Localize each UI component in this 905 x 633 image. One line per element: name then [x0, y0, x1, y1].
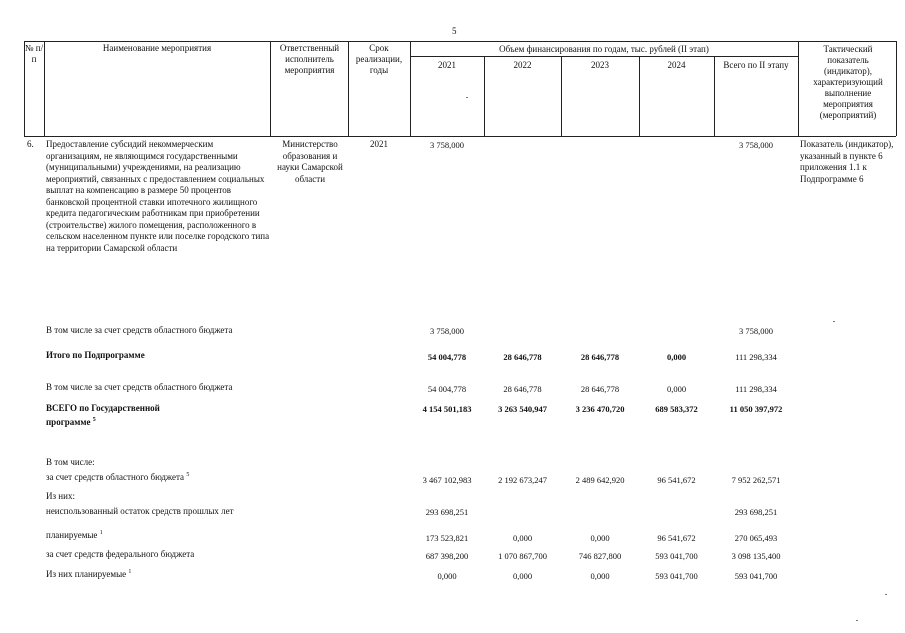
- value-2023: 0,000: [590, 571, 610, 581]
- value-2023: 2 489 642,920: [575, 475, 625, 485]
- value-2021: 687 398,200: [425, 551, 469, 561]
- value-2023: 3 236 470,720: [575, 404, 625, 414]
- value-2022: 1 070 867,700: [498, 551, 547, 561]
- row6-no: 6.: [27, 139, 34, 149]
- summary-label: планируемые $^1$: [46, 530, 103, 540]
- value-2023: 28 646,778: [580, 384, 620, 394]
- footnote-mark: 5: [92, 417, 96, 423]
- row6-responsible: Министерство образования и науки Самарской области: [277, 139, 343, 184]
- page-number: 5: [452, 26, 457, 36]
- header-term: Срок реализации, годы: [355, 43, 403, 75]
- summary-label: В том числе за счет средств областного бюджета: [46, 382, 233, 392]
- value-total: 593 041,700: [734, 571, 778, 581]
- value-2021: 54 004,778: [427, 384, 467, 394]
- footnote-mark: 5: [186, 472, 190, 478]
- row6-value-total: 3 758,000: [739, 140, 773, 150]
- header-year-2021: 2021: [438, 60, 456, 70]
- value-2021: 3 758,000: [430, 326, 464, 336]
- header-indicator: Тактический показатель (индикатор), характеризующий выполнение мероприятия (мероприятий): [813, 44, 883, 120]
- summary-label: Из них планируемые $^1$: [46, 569, 132, 579]
- scan-speck: [885, 594, 887, 595]
- header-no: № п/п: [24, 43, 44, 64]
- summary-label: Из них:: [46, 491, 75, 501]
- summary-label: В том числе за счет средств областного бюджета: [46, 325, 233, 335]
- value-2024: 96 541,672: [657, 475, 696, 485]
- value-total: 111 298,334: [735, 384, 777, 394]
- summary-label: ВСЕГО по Государственной: [46, 403, 160, 413]
- row6-value-2021: 3 758,000: [430, 140, 464, 150]
- col-border: [896, 41, 897, 136]
- summary-label: В том числе:: [46, 457, 95, 467]
- value-2022: 28 646,778: [503, 384, 542, 394]
- footnote-mark: 1: [128, 569, 132, 575]
- summary-label-cont: программе $^5$: [46, 417, 96, 427]
- header-year-2023: 2023: [591, 60, 609, 70]
- header-year-2022: 2022: [513, 60, 532, 70]
- col-border: [348, 41, 349, 136]
- scan-speck: [856, 620, 858, 621]
- row6-term: 2021: [370, 139, 388, 149]
- value-total: 270 065,493: [734, 533, 778, 543]
- value-2024: 593 041,700: [655, 551, 698, 561]
- value-2021: 4 154 501,183: [422, 404, 472, 414]
- funding-subheader-border: [410, 56, 798, 57]
- col-border: [410, 41, 411, 136]
- header-name: Наименование мероприятия: [102, 43, 212, 53]
- scan-speck: [833, 321, 835, 322]
- summary-label: Итого по Подпрограмме: [46, 350, 145, 360]
- scan-speck: [466, 97, 468, 98]
- header-funding: Объем финансирования по годам, тыс. рублей (II этап): [499, 44, 709, 54]
- value-2021: 0,000: [437, 571, 457, 581]
- row6-name: Предоставление субсидий некоммерческим организациям, не являющимся государственными (муниципальными) учреждениями, на реализацию мероприятий, связанных с предоставлением социальных выплат на компенсацию в размере 50 процентов банковской процентной ставки ипотечного жилищного кредита педагогическим работникам при приобретении (строительстве) жилого помещения, расположенного в сельском населенном пункте или поселке городского типа на территории Самарской области: [46, 139, 270, 253]
- summary-label: за счет средств областного бюджета $^5$: [46, 472, 190, 482]
- summary-label: за счет средств федерального бюджета: [46, 549, 195, 559]
- footnote-mark: 1: [99, 530, 103, 536]
- header-year-2024: 2024: [667, 60, 686, 70]
- value-2021: 173 523,821: [425, 533, 469, 543]
- value-2024: 0,000: [666, 384, 687, 394]
- value-2022: 2 192 673,247: [498, 475, 547, 485]
- value-2023: 746 827,800: [578, 551, 622, 561]
- value-2024: 593 041,700: [655, 571, 698, 581]
- header-responsible: Ответственный исполнитель мероприятия: [279, 43, 340, 75]
- value-2023: 0,000: [590, 533, 610, 543]
- value-2021: 54 004,778: [427, 352, 467, 362]
- table-top-border: [24, 41, 896, 42]
- col-border: [44, 41, 45, 136]
- value-total: 11 050 397,972: [729, 404, 783, 414]
- value-total: 7 952 262,571: [731, 475, 781, 485]
- summary-label: неиспользованный остаток средств прошлых лет: [46, 506, 234, 516]
- value-2021: 3 467 102,983: [422, 475, 472, 485]
- row6-indicator: Показатель (индикатор), указанный в пункте 6 приложения 1.1 к Подпрограмме 6: [800, 139, 894, 184]
- value-2022: 28 646,778: [503, 352, 542, 362]
- value-2022: 3 263 540,947: [498, 404, 547, 414]
- value-2024: 96 541,672: [657, 533, 696, 543]
- value-2022: 0,000: [512, 533, 533, 543]
- value-total: 3 098 135,400: [731, 551, 781, 561]
- value-total: 293 698,251: [734, 507, 778, 517]
- value-2022: 0,000: [512, 571, 533, 581]
- value-2021: 293 698,251: [425, 507, 469, 517]
- value-2023: 28 646,778: [580, 352, 620, 362]
- value-total: 111 298,334: [735, 352, 777, 362]
- col-border: [798, 41, 799, 136]
- value-2024: 689 583,372: [655, 404, 698, 414]
- header-bottom-border: [24, 136, 896, 137]
- value-total: 3 758,000: [739, 326, 773, 336]
- value-2024: 0,000: [666, 352, 687, 362]
- header-total: Всего по II этапу: [723, 60, 789, 70]
